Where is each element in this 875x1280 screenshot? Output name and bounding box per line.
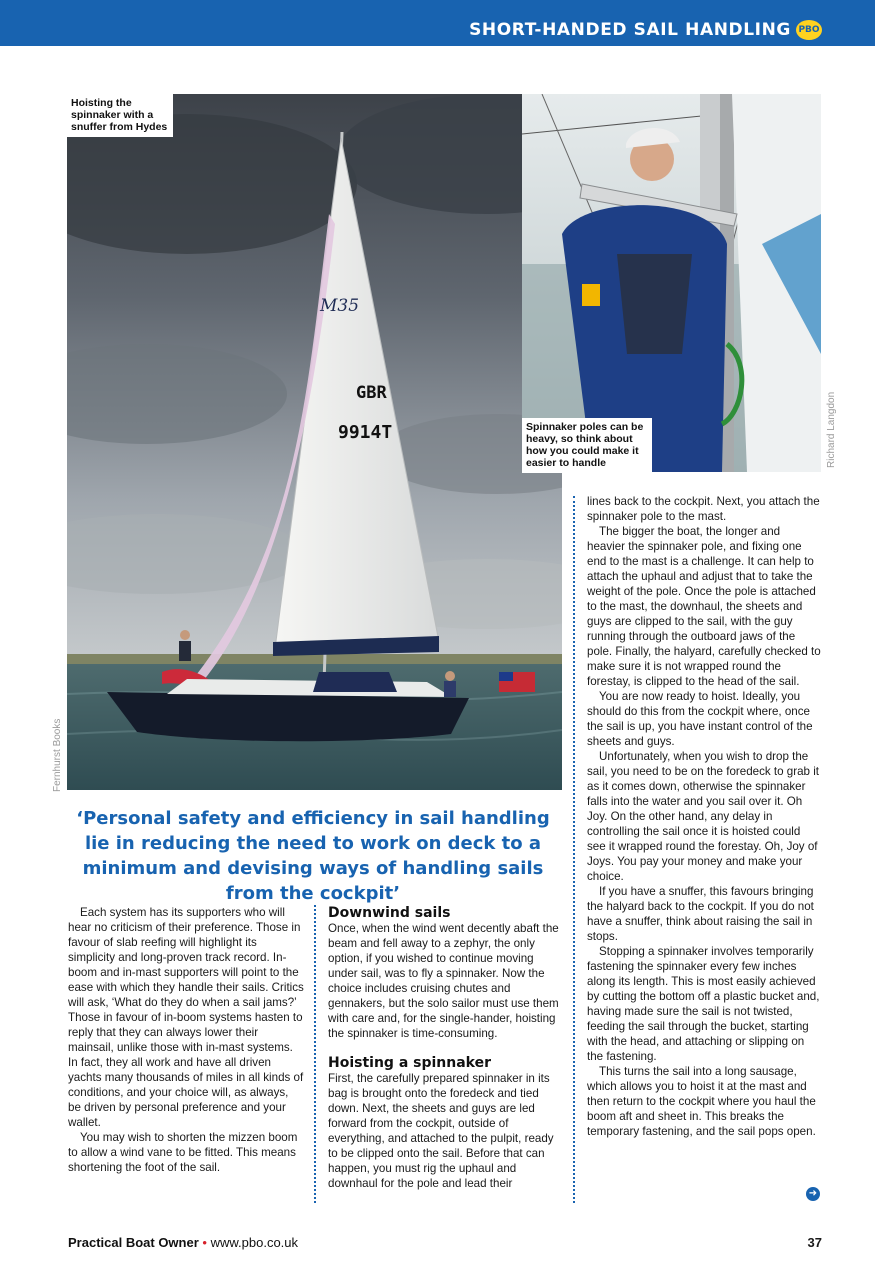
photo-credit-side: Richard Langdon	[826, 391, 837, 468]
body-paragraph: This turns the sail into a long sausage, which allows you to hoist it at the mast and then return to the cockpit where you haul the boom aft and sheet in. This breaks the temporary fastening, and the sail pops open.	[587, 1065, 816, 1138]
subheading-downwind-sails: Downwind sails	[328, 905, 451, 921]
page-number: 37	[807, 1235, 822, 1250]
article-column-3	[587, 494, 821, 1139]
body-paragraph: The bigger the boat, the longer and heavier the spinnaker pole, and fixing one end to the mast is a challenge. It can help to attach the uphaul and adjust that to take the weight of the pole. Once the pole is attached to the mast, the downhaul, the sheets and guys are clipped to the sail, with the guy running through the outboard jaws of the pole. Finally, the halyard, carefully checked to make sure it is not wrapped round the forestay, is clipped to the head of the sail.	[587, 525, 821, 688]
main-photo-sailing-yacht	[67, 94, 562, 790]
body-paragraph: If you have a snuffer, this favours bringing the halyard back to the cockpit. If you do not have a snuffer, think about raising the sail in stops.	[587, 885, 814, 943]
subheading-hoisting-spinnaker: Hoisting a spinnaker	[328, 1055, 492, 1071]
sail-country-code: GBR	[356, 383, 387, 403]
footer-brand	[68, 1235, 298, 1250]
section-header	[469, 20, 822, 40]
article-column-1	[68, 905, 304, 1175]
body-paragraph: Unfortunately, when you wish to drop the sail, you need to be on the foredeck to grab it as it comes down, otherwise the spinnaker falls into the water and you sail over it. Oh Joy. On the other hand, any delay in controlling the sail once it is hoisted could see it wrapped round the forestay. Oh, Joy of Joys. You pay your money and make your choice.	[587, 750, 820, 883]
footer-separator: •	[202, 1235, 207, 1250]
pull-quote: ‘Personal safety and efficiency in sail handling lie in reducing the need to work on deck to a minimum and devising ways of handling sails from the cockpit’	[76, 808, 550, 904]
side-photo-spinnaker-pole	[522, 94, 821, 472]
sail-number: 9914T	[338, 422, 393, 443]
photo-credit-main: Fernhurst Books	[52, 718, 63, 792]
website-link[interactable]: www.pbo.co.uk	[210, 1235, 299, 1250]
body-paragraph: Each system has its supporters who will hear no criticism of their preference. Those in favour of slab reefing will highlight its simplicity and long-proven track record. In-boom and in-mast supporters will point to the ease with which they handle their sails. Critics will ask, ‘What do they do when a sail jams?’ Those in favour of in-boom systems hasten to reply that they can always lower their mainsail, unlike those with in-mast systems. In fact, they all work and have all driven yachts many thousands of miles in all kinds of conditions, and your choice will, as always, be driven by personal preference and your wallet.	[68, 906, 304, 1129]
body-paragraph: First, the carefully prepared spinnaker in its bag is brought onto the foredeck and tied down. Next, the sheets and guys are led forward from the cockpit, outside of everything, and attached to the pulpit, ready to be clipped onto the sail. Before that can happen, you must rig the uphaul and downhaul for the pole and lead their	[328, 1072, 554, 1190]
section-title: SHORT-HANDED SAIL HANDLING	[469, 20, 791, 40]
publication-name: Practical Boat Owner	[68, 1235, 199, 1250]
body-paragraph: Once, when the wind went decently abaft the beam and fell away to a zephyr, the only option, if you wished to continue moving under sail, was to fly a spinnaker. Now the choice includes cruising chutes and gennakers, but the solo sailor must use them with care and, for the single-hander, hoisting the spinnaker is time-consuming.	[328, 922, 559, 1040]
body-paragraph: You may wish to shorten the mizzen boom to allow a wind vane to be fitted. This means shortening the foot of the sail.	[68, 1131, 298, 1174]
body-paragraph: Stopping a spinnaker involves temporarily fastening the spinnaker every few inches along its length. This is most easily achieved by cutting the bottom off a plastic bucket and, having made sure the sail is not twisted, feeding the sail through the bucket, starting with the head, and attaching or slipping on the fastening.	[587, 945, 820, 1063]
sail-class-mark: M35	[320, 296, 360, 316]
body-paragraph: You are now ready to hoist. Ideally, you should do this from the cockpit where, once the sail is up, you have instant control of the sheets and guys.	[587, 690, 813, 748]
side-photo-caption: Spinnaker poles can be heavy, so think about how you could make it easier to handle	[522, 418, 652, 473]
body-paragraph: lines back to the cockpit. Next, you attach the spinnaker pole to the mast.	[587, 495, 820, 523]
column-divider	[314, 905, 316, 1203]
column-divider	[573, 496, 575, 1203]
continue-arrow-icon: ➜	[806, 1187, 820, 1201]
main-photo-caption: Hoisting the spinnaker with a snuffer from Hydes	[67, 94, 173, 137]
pbo-logo-icon: PBO	[796, 20, 822, 40]
article-column-2	[328, 905, 562, 1191]
